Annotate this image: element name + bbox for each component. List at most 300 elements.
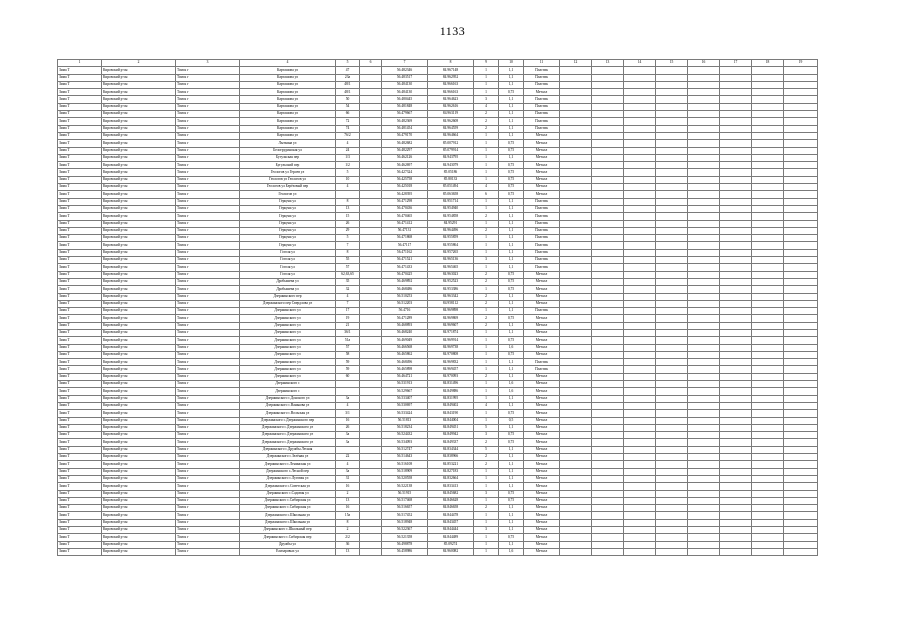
table-row	[58, 468, 818, 475]
count-cell: 1	[474, 512, 499, 519]
count-cell: 1	[474, 264, 499, 271]
street-cell: Герцена ул	[240, 235, 336, 242]
empty-cell	[560, 468, 592, 475]
empty-cell	[688, 402, 720, 409]
city-cell: Томск г	[176, 184, 240, 191]
street-cell: Дзержинского ул	[240, 351, 336, 358]
empty-cell	[592, 417, 624, 424]
district-cell: Кировский р-он	[102, 534, 176, 541]
count-cell: 1	[474, 483, 499, 490]
latitude-cell: 56.471298	[382, 198, 428, 205]
empty-cell	[592, 454, 624, 461]
empty-cell	[720, 205, 752, 212]
empty-cell	[784, 541, 818, 548]
empty-cell	[656, 278, 688, 285]
season-cell: Зима Т	[58, 468, 102, 475]
empty-cell	[592, 402, 624, 409]
volume-cell: 0,75	[499, 410, 524, 417]
empty-cell	[688, 519, 720, 526]
empty-cell	[560, 490, 592, 497]
empty-cell	[656, 111, 688, 118]
empty-cell	[784, 483, 818, 490]
empty-cell	[752, 140, 784, 147]
empty-cell	[720, 81, 752, 88]
empty-cell	[656, 337, 688, 344]
empty-cell	[360, 468, 382, 475]
street-cell: Дзержинского с.Ванькова ул	[240, 402, 336, 409]
table-row	[58, 154, 818, 161]
house-cell: 13	[336, 497, 360, 504]
column-number-row	[58, 60, 818, 67]
empty-cell	[752, 329, 784, 336]
empty-cell	[624, 140, 656, 147]
street-cell: Дзержинского пер	[240, 293, 336, 300]
street-cell: Герцена ул	[240, 242, 336, 249]
empty-cell	[656, 89, 688, 96]
empty-cell	[360, 483, 382, 490]
empty-cell	[624, 162, 656, 169]
material-cell: Металл	[524, 424, 560, 431]
empty-cell	[624, 191, 656, 198]
volume-cell: 0,75	[499, 176, 524, 183]
table-row	[58, 351, 818, 358]
count-cell: 1	[474, 468, 499, 475]
latitude-cell: 56.471162	[382, 249, 428, 256]
material-cell: Пластик	[524, 81, 560, 88]
city-cell: Томск г	[176, 111, 240, 118]
empty-cell	[656, 359, 688, 366]
latitude-cell: 56.522367	[382, 527, 428, 534]
empty-cell	[560, 497, 592, 504]
district-cell: Кировский р-он	[102, 169, 176, 176]
latitude-cell: 56.484130	[382, 81, 428, 88]
count-cell: 1	[474, 169, 499, 176]
volume-cell: 1,1	[499, 322, 524, 329]
empty-cell	[360, 286, 382, 293]
empty-cell	[592, 220, 624, 227]
empty-cell	[720, 257, 752, 264]
house-cell: 5	[336, 169, 360, 176]
empty-cell	[656, 198, 688, 205]
volume-cell: 1,1	[499, 293, 524, 300]
empty-cell	[560, 388, 592, 395]
longitude-cell: 85.079914	[428, 147, 474, 154]
empty-cell	[656, 344, 688, 351]
empty-cell	[720, 541, 752, 548]
empty-cell	[656, 424, 688, 431]
season-cell: Зима Т	[58, 147, 102, 154]
empty-cell	[624, 475, 656, 482]
volume-cell: 0,75	[499, 140, 524, 147]
city-cell: Томск г	[176, 286, 240, 293]
season-cell: Зима Т	[58, 89, 102, 96]
empty-cell	[752, 271, 784, 278]
empty-cell	[360, 308, 382, 315]
season-cell: Зима Т	[58, 454, 102, 461]
longitude-cell: 84.967148	[428, 67, 474, 74]
empty-cell	[560, 483, 592, 490]
longitude-cell: 84.963119	[428, 111, 474, 118]
empty-cell	[784, 96, 818, 103]
count-cell: 4	[474, 184, 499, 191]
count-cell: 1	[474, 220, 499, 227]
street-cell: Карташова ул	[240, 132, 336, 139]
city-cell: Томск г	[176, 213, 240, 220]
season-cell: Зима Т	[58, 337, 102, 344]
empty-cell	[688, 286, 720, 293]
table-row	[58, 118, 818, 125]
empty-cell	[720, 329, 752, 336]
street-cell: Карташова ул	[240, 81, 336, 88]
empty-cell	[688, 446, 720, 453]
empty-cell	[656, 417, 688, 424]
latitude-cell: 56.462697	[382, 162, 428, 169]
volume-cell: 1,1	[499, 359, 524, 366]
empty-cell	[720, 424, 752, 431]
empty-cell	[592, 505, 624, 512]
longitude-cell: 84.969869	[428, 315, 474, 322]
empty-cell	[784, 490, 818, 497]
longitude-cell: 84.853221	[428, 461, 474, 468]
empty-cell	[720, 89, 752, 96]
empty-cell	[720, 278, 752, 285]
empty-cell	[752, 424, 784, 431]
house-cell: 21	[336, 322, 360, 329]
empty-cell	[592, 548, 624, 555]
empty-cell	[752, 184, 784, 191]
district-cell: Кировский р-он	[102, 278, 176, 285]
longitude-cell: 84.951714	[428, 198, 474, 205]
season-cell: Зима Т	[58, 475, 102, 482]
house-cell: 3а	[336, 432, 360, 439]
house-cell: 8	[336, 198, 360, 205]
empty-cell	[688, 410, 720, 417]
empty-cell	[360, 446, 382, 453]
material-cell: Металл	[524, 132, 560, 139]
empty-cell	[592, 154, 624, 161]
street-cell: Дзержинского с.Дзержинского ул	[240, 432, 336, 439]
empty-cell	[360, 278, 382, 285]
table-row	[58, 359, 818, 366]
longitude-cell: 84.844478	[428, 512, 474, 519]
district-cell: Кировский р-он	[102, 96, 176, 103]
house-cell: 3а	[336, 439, 360, 446]
empty-cell	[656, 512, 688, 519]
empty-cell	[560, 118, 592, 125]
material-cell: Пластик	[524, 96, 560, 103]
empty-cell	[592, 322, 624, 329]
volume-cell: 1,1	[499, 154, 524, 161]
district-cell: Кировский р-он	[102, 381, 176, 388]
empty-cell	[720, 359, 752, 366]
empty-cell	[624, 242, 656, 249]
district-cell: Кировский р-он	[102, 103, 176, 110]
table-row	[58, 439, 818, 446]
empty-cell	[360, 417, 382, 424]
empty-cell	[720, 344, 752, 351]
material-cell: Металл	[524, 169, 560, 176]
empty-cell	[752, 169, 784, 176]
empty-cell	[784, 548, 818, 555]
city-cell: Томск г	[176, 67, 240, 74]
empty-cell	[360, 534, 382, 541]
empty-cell	[592, 300, 624, 307]
street-cell: Дзержинского с.Донского ул	[240, 395, 336, 402]
city-cell: Томск г	[176, 96, 240, 103]
empty-cell	[360, 213, 382, 220]
empty-cell	[784, 111, 818, 118]
latitude-cell: 56.534093	[382, 439, 428, 446]
season-cell: Зима Т	[58, 96, 102, 103]
empty-cell	[720, 475, 752, 482]
empty-cell	[360, 461, 382, 468]
season-cell: Зима Т	[58, 497, 102, 504]
district-cell: Кировский р-он	[102, 519, 176, 526]
empty-cell	[624, 461, 656, 468]
city-cell: Томск г	[176, 169, 240, 176]
street-cell: Дзержинского ул	[240, 315, 336, 322]
empty-cell	[720, 461, 752, 468]
empty-cell	[624, 402, 656, 409]
empty-cell	[688, 308, 720, 315]
season-cell: Зима Т	[58, 176, 102, 183]
city-cell: Томск г	[176, 132, 240, 139]
material-cell: Металл	[524, 344, 560, 351]
empty-cell	[360, 162, 382, 169]
empty-cell	[360, 140, 382, 147]
material-cell: Металл	[524, 534, 560, 541]
volume-cell: 1,1	[499, 111, 524, 118]
empty-cell	[592, 446, 624, 453]
empty-cell	[360, 205, 382, 212]
empty-cell	[688, 541, 720, 548]
empty-cell	[560, 541, 592, 548]
material-cell: Пластик	[524, 111, 560, 118]
count-cell: 1	[474, 475, 499, 482]
table-row	[58, 534, 818, 541]
district-cell: Кировский р-он	[102, 461, 176, 468]
street-cell: Елизаровых ул	[240, 548, 336, 555]
latitude-cell: 56.518909	[382, 468, 428, 475]
page-number: 1133	[439, 24, 466, 38]
empty-cell	[688, 81, 720, 88]
empty-cell	[656, 381, 688, 388]
count-cell: 2	[474, 439, 499, 446]
empty-cell	[624, 293, 656, 300]
empty-cell	[592, 132, 624, 139]
street-cell: Бугульский пер	[240, 162, 336, 169]
latitude-cell: 56.512203	[382, 300, 428, 307]
empty-cell	[688, 125, 720, 132]
house-cell: 59	[336, 359, 360, 366]
empty-cell	[656, 81, 688, 88]
count-cell: 1	[474, 89, 499, 96]
empty-cell	[360, 96, 382, 103]
table-row	[58, 235, 818, 242]
district-cell: Кировский р-он	[102, 351, 176, 358]
volume-cell: 1,1	[499, 235, 524, 242]
volume-cell: 1,1	[499, 249, 524, 256]
empty-cell	[624, 111, 656, 118]
empty-cell	[752, 74, 784, 81]
empty-cell	[720, 132, 752, 139]
empty-cell	[688, 205, 720, 212]
empty-cell	[592, 461, 624, 468]
longitude-cell: 84.962616	[428, 103, 474, 110]
empty-cell	[624, 505, 656, 512]
volume-cell: 1,1	[499, 541, 524, 548]
house-cell: 55	[336, 257, 360, 264]
district-cell: Кировский р-он	[102, 322, 176, 329]
empty-cell	[688, 366, 720, 373]
table-row	[58, 432, 818, 439]
empty-cell	[720, 67, 752, 74]
empty-cell	[592, 483, 624, 490]
longitude-cell: 84.838966	[428, 454, 474, 461]
longitude-cell: 84.966163	[428, 89, 474, 96]
district-cell: Кировский р-он	[102, 359, 176, 366]
house-cell: 19	[336, 315, 360, 322]
empty-cell	[656, 548, 688, 555]
latitude-cell: 56.471289	[382, 315, 428, 322]
empty-cell	[752, 103, 784, 110]
empty-cell	[560, 519, 592, 526]
empty-cell	[752, 308, 784, 315]
empty-cell	[624, 154, 656, 161]
longitude-cell: 84.849451	[428, 424, 474, 431]
count-cell: 4	[474, 103, 499, 110]
empty-cell	[360, 169, 382, 176]
city-cell: Томск г	[176, 271, 240, 278]
empty-cell	[592, 351, 624, 358]
street-cell: Дзержинского с.Дзержинского пер	[240, 417, 336, 424]
count-cell: 1	[474, 235, 499, 242]
empty-cell	[656, 395, 688, 402]
empty-cell	[784, 461, 818, 468]
count-cell: 1	[474, 154, 499, 161]
city-cell: Томск г	[176, 227, 240, 234]
empty-cell	[360, 322, 382, 329]
empty-cell	[688, 351, 720, 358]
street-cell: Дзержинского ул	[240, 359, 336, 366]
volume-cell: 1,1	[499, 96, 524, 103]
empty-cell	[592, 534, 624, 541]
material-cell: Металл	[524, 468, 560, 475]
district-cell: Кировский р-он	[102, 527, 176, 534]
empty-cell	[688, 213, 720, 220]
empty-cell	[720, 213, 752, 220]
empty-cell	[624, 454, 656, 461]
latitude-cell: 56.427324	[382, 169, 428, 176]
count-cell: 1	[474, 541, 499, 548]
latitude-cell: 56.464721	[382, 373, 428, 380]
empty-cell	[360, 366, 382, 373]
empty-cell	[784, 497, 818, 504]
empty-cell	[752, 132, 784, 139]
empty-cell	[752, 483, 784, 490]
count-cell: 2	[474, 315, 499, 322]
empty-cell	[720, 191, 752, 198]
latitude-cell: 56.51915	[382, 490, 428, 497]
volume-cell: 1,1	[499, 242, 524, 249]
volume-cell: 1,1	[499, 220, 524, 227]
latitude-cell: 56.518234	[382, 424, 428, 431]
empty-cell	[624, 264, 656, 271]
city-cell: Томск г	[176, 454, 240, 461]
longitude-cell: 84.962952	[428, 74, 474, 81]
empty-cell	[688, 235, 720, 242]
longitude-cell: 85.007912	[428, 140, 474, 147]
empty-cell	[624, 381, 656, 388]
table-row	[58, 454, 818, 461]
latitude-cell: 56.482346	[382, 67, 428, 74]
empty-cell	[360, 67, 382, 74]
empty-cell	[360, 424, 382, 431]
count-cell: 3	[474, 432, 499, 439]
house-cell: 3/1	[336, 410, 360, 417]
empty-cell	[592, 366, 624, 373]
material-cell: Пластик	[524, 227, 560, 234]
longitude-cell: 84.969832	[428, 359, 474, 366]
house-cell: 3а	[336, 468, 360, 475]
table-row	[58, 315, 818, 322]
count-cell: 1	[474, 198, 499, 205]
city-cell: Томск г	[176, 257, 240, 264]
empty-cell	[656, 490, 688, 497]
empty-cell	[688, 439, 720, 446]
table-row	[58, 308, 818, 315]
table-row	[58, 337, 818, 344]
empty-cell	[752, 191, 784, 198]
material-cell: Металл	[524, 154, 560, 161]
table-row	[58, 81, 818, 88]
district-cell: Кировский р-он	[102, 541, 176, 548]
empty-cell	[624, 439, 656, 446]
empty-cell	[752, 67, 784, 74]
material-cell: Металл	[524, 402, 560, 409]
house-cell: 1/2	[336, 162, 360, 169]
material-cell: Металл	[524, 162, 560, 169]
empty-cell	[720, 162, 752, 169]
empty-cell	[784, 366, 818, 373]
city-cell: Томск г	[176, 293, 240, 300]
empty-cell	[592, 227, 624, 234]
empty-cell	[624, 184, 656, 191]
empty-cell	[592, 286, 624, 293]
empty-cell	[752, 154, 784, 161]
material-cell: Пластик	[524, 249, 560, 256]
district-cell: Кировский р-он	[102, 257, 176, 264]
latitude-cell: 56.522138	[382, 483, 428, 490]
street-cell: Дзержинского с.Вольская ул	[240, 410, 336, 417]
street-cell: Дзержинского ул	[240, 337, 336, 344]
empty-cell	[624, 446, 656, 453]
season-cell: Зима Т	[58, 264, 102, 271]
city-cell: Томск г	[176, 140, 240, 147]
empty-cell	[720, 366, 752, 373]
material-cell: Пластик	[524, 118, 560, 125]
volume-cell: 1,1	[499, 103, 524, 110]
empty-cell	[720, 308, 752, 315]
house-cell: 4	[336, 402, 360, 409]
empty-cell	[360, 381, 382, 388]
season-cell: Зима Т	[58, 395, 102, 402]
empty-cell	[560, 322, 592, 329]
volume-cell: 0,75	[499, 162, 524, 169]
empty-cell	[360, 81, 382, 88]
empty-cell	[560, 220, 592, 227]
latitude-cell: 56.483517	[382, 74, 428, 81]
